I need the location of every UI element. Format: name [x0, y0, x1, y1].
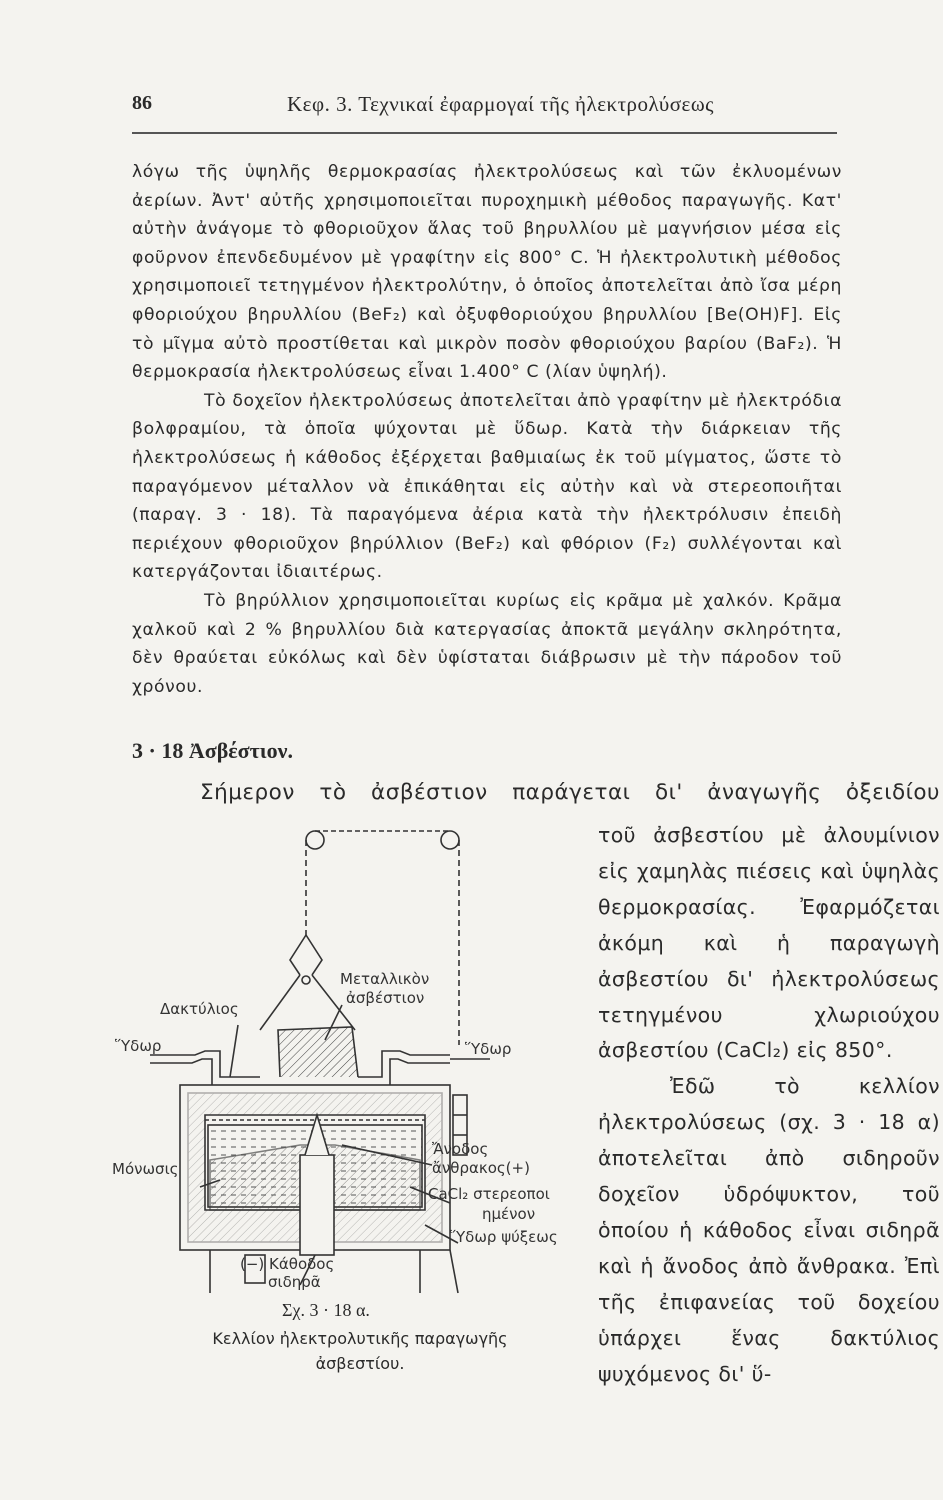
pulley-right — [441, 831, 459, 849]
electrolysis-cell-figure — [110, 815, 590, 1295]
paragraph-1: λόγω τῆς ὑψηλῆς θερμοκρασίας ἠλεκτρολύσεως καὶ τῶν ἐκλυομένων ἀερίων. Ἀντ' αὐτῆς χρησιμοποιεῖται πυροχημικὴ μέθοδος παραγωγῆς. Κατ' αὐτὴν ἀνάγομε τὸ φθοριοῦχον ἅλας τοῦ βηρυλλίου μὲ μαγνήσιον μέσα εἰς φοῦρνον ἐπενδεδυμένον μὲ γραφίτην εἰς 800° C. Ἡ ἠλεκτρολυτικὴ μέθοδος χρησιμοποιεῖ τετηγμένον ἠλεκτρολύτην, ὁ ὁποῖος ἀποτελεῖται ἀπὸ ἴσα μέρη φθοριούχου βηρυλλίου (BeF₂) καὶ ὀξυφθοριούχου βηρυλλίου [Be(OH)F]. Εἰς τὸ μῖγμα αὐτὸ προστίθεται καὶ μικρὸν ποσὸν φθοριούχου βαρίου (BaF₂). Ἡ θερμοκρασία ἠλεκτρολύσεως εἶναι 1.400° C (λίαν ὑψηλή). — [132, 162, 842, 383]
side-column-text — [598, 818, 940, 1393]
label-cooling-water: Ὕδωρ ψύξεως — [450, 1228, 558, 1246]
pulley-left — [306, 831, 324, 849]
label-anode: Ἄνοδος — [432, 1140, 489, 1158]
figure-number: Σχ. 3 · 18 α. — [282, 1300, 370, 1320]
label-cathode: (−) Κάθοδος — [240, 1255, 335, 1273]
label-metal-2: ἀσβέστιον — [346, 989, 425, 1007]
page-number: 86 — [132, 92, 152, 114]
cell-diagram — [110, 815, 590, 1295]
running-head: Κεφ. 3. Τεχνικαί ἐφαρμογαί τῆς ἠλεκτρολύσεως — [287, 92, 714, 116]
caption-line-2: ἀσβεστίου. — [315, 1354, 405, 1373]
page-header — [132, 92, 837, 134]
figure-caption — [160, 1326, 560, 1376]
label-cacl2: CaCl₂ στερεοποι — [428, 1185, 550, 1203]
label-metal: Μεταλλικὸν — [340, 970, 430, 988]
label-anode-2: ἄνθρακος(+) — [432, 1159, 530, 1177]
paragraph-2: Τὸ δοχεῖον ἠλεκτρολύσεως ἀποτελεῖται ἀπὸ γραφίτην μὲ ἠλεκτρόδια βολφραμίου, τὰ ὁποῖα ψύχονται μὲ ὕδωρ. Κατὰ τὴν διάρκειαν τῆς ἠλεκτρολύσεως ἡ κάθοδος ἐξέρχεται βαθμιαίως ἐκ τοῦ μίγματος, ὥστε τὸ παραγόμενον μέταλλον νὰ ἐπικάθηται εἰς αὐτὴν καὶ νὰ στερεοποιῆται (παραγ. 3 · 18). Τὰ παραγόμενα ἀέρια κατὰ τὴν ἠλεκτρόλυσιν ἐπειδὴ περιέχουν φθοριοῦχον βηρύλλιον (BeF₂) καὶ φθόριον (F₂) συλλέγονται καὶ κατεργάζονται ἰδιαιτέρως. — [132, 390, 842, 583]
label-water-left: Ὕδωρ — [115, 1037, 162, 1055]
label-ring: Δακτύλιος — [160, 1000, 239, 1018]
label-cacl2-2: ημένον — [482, 1205, 536, 1223]
label-insulation: Μόνωσις — [112, 1160, 179, 1178]
paragraph-3: Τὸ βηρύλλιον χρησιμοποιεῖται κυρίως εἰς κρᾶμα μὲ χαλκόν. Κρᾶμα χαλκοῦ καὶ 2 % βηρυλλίου διὰ κατεργασίας ἀποκτᾶ μεγάλην σκληρότητα, δὲν θραύεται εὐκόλως καὶ δὲν ὑφίσταται διάβρωσιν μὲ τὴν πάροδον τοῦ χρόνου. — [132, 590, 842, 697]
section-heading: 3 · 18 Ἀσβέστιον. — [132, 738, 293, 763]
body-text — [132, 158, 842, 701]
label-cathode-2: σιδηρᾶ — [268, 1273, 321, 1291]
section-first-line: Σήμερον τὸ ἀσβέστιον παράγεται δι' ἀναγωγῆς ὀξειδίου — [200, 780, 940, 805]
side-paragraph-2: Ἐδῶ τὸ κελλίον ἠλεκτρολύσεως (σχ. 3 · 18 α) ἀποτελεῖται ἀπὸ σιδηροῦν δοχεῖον ὑδρόψυκτον, τοῦ ὁποίου ἡ κάθοδος εἶναι σιδηρᾶ καὶ ἡ ἄνοδος ἀπὸ ἄνθρακα. Ἐπὶ τῆς ἐπιφανείας τοῦ δοχείου ὑπάρχει ἕνας δακτύλιος ψυχόμενος δι' ὕ- — [598, 1074, 940, 1386]
label-water-right: Ὕδωρ — [465, 1040, 512, 1058]
side-paragraph-1: τοῦ ἀσβεστίου μὲ ἀλουμίνιον εἰς χαμηλὰς πιέσεις καὶ ὑψηλὰς θερμοκρασίας. Ἐφαρμόζεται ἀκόμη καὶ ἡ παραγωγὴ ἀσβεστίου δι' ἠλεκτρολύσεως τετηγμένου χλωριούχου ἀσβεστίου (CaCl₂) εἰς 850°. — [598, 823, 940, 1063]
caption-line-1: Κελλίον ἠλεκτρολυτικῆς παραγωγῆς — [212, 1329, 508, 1348]
